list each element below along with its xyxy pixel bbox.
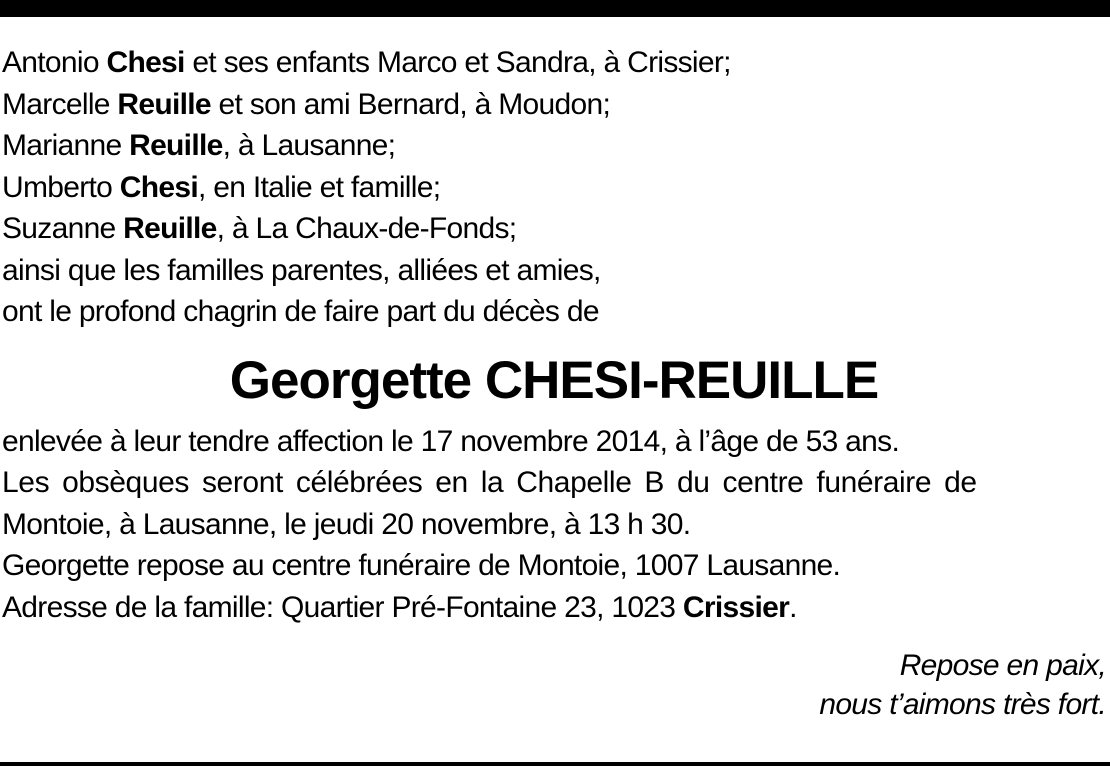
family-line — [2, 208, 1106, 250]
announcement-line: ont le profond chagrin de faire part du décès de — [2, 295, 599, 328]
top-divider — [0, 0, 1110, 17]
family-member-detail: , en Italie et famille; — [197, 170, 441, 204]
closing-line-1: Repose en paix, — [899, 649, 1106, 682]
address-punctuation: . — [789, 590, 797, 624]
family-line — [2, 42, 1106, 84]
address-locality: Crissier — [682, 590, 790, 624]
detail-line: enlevée à leur tendre affection le 17 novembre 2014, à l’âge de 53 ans. — [2, 424, 900, 458]
detail-line: Georgette repose au centre funéraire de Montoie, 1007 Lausanne. — [2, 549, 841, 582]
family-member-surname: Reuille — [117, 87, 211, 121]
closing-line-2: nous t’aimons très fort. — [819, 688, 1106, 721]
family-member-detail: et son ami Bernard, à Moudon; — [210, 87, 611, 121]
family-member-detail: , à Lausanne; — [222, 129, 396, 162]
deceased-name: Georgette CHESI-REUILLE — [229, 350, 879, 410]
family-line — [2, 167, 1106, 209]
detail-line: Montoie, à Lausanne, le jeudi 20 novembre, à 13 h 30. — [2, 507, 691, 541]
closing-message — [2, 646, 1106, 724]
family-line — [2, 84, 1106, 126]
family-member-first-name: Suzanne — [2, 212, 124, 245]
family-line — [2, 125, 1106, 167]
family-address-line — [2, 587, 1106, 629]
family-member-detail: , à La Chaux-de-Fonds; — [216, 212, 517, 245]
family-member-first-name: Umberto — [2, 170, 120, 204]
address-text: Adresse de la famille: Quartier Pré-Fontaine 23, 1023 — [2, 590, 683, 624]
family-member-surname: Reuille — [123, 212, 217, 245]
relatives-line: ainsi que les familles parentes, alliées et amies, — [2, 253, 601, 287]
family-member-first-name: Marcelle — [2, 87, 118, 121]
family-member-surname: Chesi — [106, 46, 185, 79]
notice-body — [2, 42, 1106, 724]
family-member-detail: et ses enfants Marco et Sandra, à Crissier; — [184, 46, 731, 79]
family-member-surname: Chesi — [119, 170, 198, 204]
detail-line: Les obsèques seront célébrées en la Chapelle B du centre funéraire de — [2, 466, 977, 499]
family-member-first-name: Marianne — [2, 129, 130, 162]
bottom-divider — [0, 762, 1110, 766]
family-member-first-name: Antonio — [2, 46, 107, 79]
family-member-surname: Reuille — [129, 129, 223, 162]
